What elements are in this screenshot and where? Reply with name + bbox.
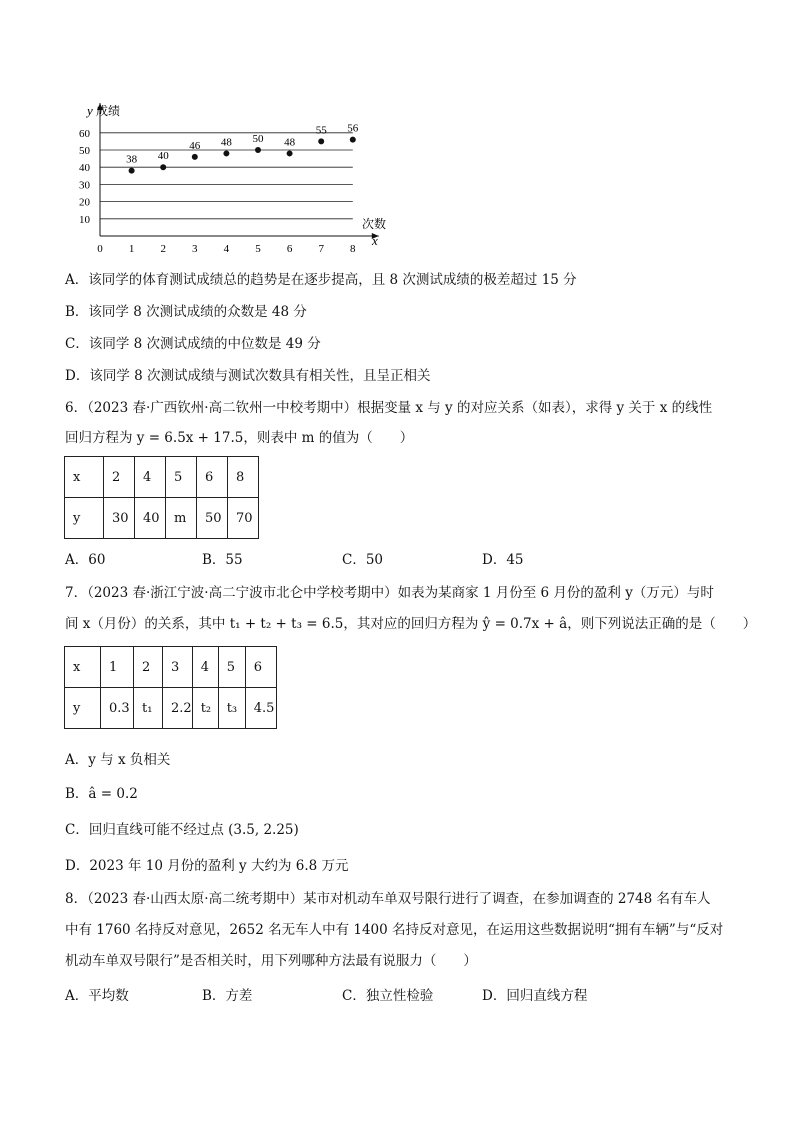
q6-options bbox=[65, 548, 524, 568]
table-row bbox=[65, 457, 259, 498]
q6-option-c: C．50 bbox=[342, 552, 384, 568]
table-cell: 2 bbox=[134, 647, 163, 688]
x-tick-label: 6 bbox=[286, 243, 293, 255]
q6-option-a: A．60 bbox=[65, 552, 106, 568]
q5-option-c: C．该同学 8 次测试成绩的中位数是 49 分 bbox=[65, 336, 321, 352]
data-point bbox=[223, 150, 229, 156]
y-axis-label: 成绩 bbox=[96, 104, 121, 118]
y-tick-label: 10 bbox=[79, 213, 90, 226]
y-axis-symbol: y bbox=[87, 103, 93, 118]
table-cell: 6 bbox=[245, 647, 276, 688]
q7-option-a: A．y 与 x 负相关 bbox=[65, 752, 171, 768]
q6-option-b: B．55 bbox=[202, 552, 243, 568]
y-tick-label: 30 bbox=[79, 179, 90, 192]
y-tick-label: 40 bbox=[79, 162, 90, 175]
x-tick-label: 7 bbox=[318, 243, 324, 255]
q8-option-a: A．平均数 bbox=[65, 988, 129, 1004]
table-cell: 4.5 bbox=[245, 688, 276, 729]
table-row bbox=[65, 688, 277, 729]
table-cell: t₂ bbox=[192, 688, 218, 729]
q5-option-a: A．该同学的体育测试成绩总的趋势是在逐步提高，且 8 次测试成绩的极差超过 15 分 bbox=[65, 272, 577, 288]
data-label: 48 bbox=[284, 136, 296, 149]
q5-option-d: D．该同学 8 次测试成绩与测试次数具有相关性，且呈正相关 bbox=[65, 368, 431, 384]
table-cell: 40 bbox=[135, 498, 166, 539]
table-cell: 2.2 bbox=[163, 688, 193, 729]
q6-table bbox=[64, 456, 259, 539]
table-row bbox=[65, 647, 277, 688]
data-point bbox=[287, 150, 293, 156]
q8-stem-line1: 8．（2023 春·山西太原·高二统考期中）某市对机动车单双号限行进行了调查，在参加调查的 2748 名有车人 bbox=[65, 891, 711, 907]
q8-option-d: D．回归直线方程 bbox=[482, 988, 588, 1004]
y-tick-label: 20 bbox=[79, 196, 90, 209]
table-cell: 6 bbox=[197, 457, 228, 498]
q8-stem-line3: 机动车单双号限行”是否相关时，用下列哪种方法最有说服力（ ） bbox=[65, 953, 477, 969]
data-label: 55 bbox=[315, 124, 327, 137]
q7-stem-line1: 7．（2023 春·浙江宁波·高二宁波市北仑中学校考期中）如表为某商家 1 月份至 6 月份的盈利 y（万元）与时 bbox=[65, 585, 714, 601]
table-cell: m bbox=[166, 498, 197, 539]
q8-option-c: C．独立性检验 bbox=[342, 988, 434, 1004]
q6-option-d: D．45 bbox=[482, 552, 524, 568]
data-label: 40 bbox=[157, 150, 169, 163]
x-tick-label: 5 bbox=[255, 243, 261, 255]
table-cell: 8 bbox=[228, 457, 259, 498]
q7-table bbox=[64, 646, 277, 729]
scatter-chart bbox=[60, 95, 400, 265]
table-cell: 0.3 bbox=[101, 688, 134, 729]
table-cell: x bbox=[65, 647, 101, 688]
data-point bbox=[192, 154, 198, 160]
x-tick-label: 0 bbox=[97, 243, 103, 255]
data-point bbox=[129, 168, 135, 174]
table-row bbox=[65, 498, 259, 539]
q6-stem-line1: 6．（2023 春·广西钦州·高二钦州一中校考期中）根据变量 x 与 y 的对应关系（如表），求得 y 关于 x 的线性 bbox=[65, 400, 713, 416]
data-label: 56 bbox=[347, 122, 359, 135]
data-label: 46 bbox=[189, 139, 201, 152]
table-cell: 50 bbox=[197, 498, 228, 539]
table-cell: t₁ bbox=[134, 688, 163, 729]
table-cell: 4 bbox=[135, 457, 166, 498]
table-cell: 70 bbox=[228, 498, 259, 539]
chart-points bbox=[126, 123, 359, 174]
data-point bbox=[255, 147, 261, 153]
x-tick-label: 3 bbox=[192, 243, 198, 255]
table-cell: 5 bbox=[166, 457, 197, 498]
data-label: 38 bbox=[126, 153, 138, 166]
data-point bbox=[318, 138, 324, 144]
q5-option-b: B．该同学 8 次测试成绩的众数是 48 分 bbox=[65, 304, 307, 320]
x-tick-label: 8 bbox=[350, 243, 356, 255]
table-cell: x bbox=[65, 457, 104, 498]
table-cell: y bbox=[65, 498, 104, 539]
q7-option-d: D．2023 年 10 月份的盈利 y 大约为 6.8 万元 bbox=[65, 858, 349, 874]
data-label: 48 bbox=[220, 136, 232, 149]
table-cell: t₃ bbox=[218, 688, 245, 729]
y-tick-label: 50 bbox=[79, 145, 90, 157]
data-label: 50 bbox=[252, 133, 264, 145]
x-tick-label: 2 bbox=[160, 243, 166, 255]
table-cell: 3 bbox=[163, 647, 193, 688]
q7-option-c: C．回归直线可能不经过点 (3.5, 2.25) bbox=[65, 822, 299, 838]
q7-stem-line2: 间 x（月份）的关系，其中 t₁ + t₂ + t₃ = 6.5，其对应的回归方程为 ŷ = 0.7x + â，则下列说法正确的是（ ） bbox=[65, 616, 757, 632]
y-tick-label: 60 bbox=[79, 127, 90, 140]
q8-stem-line2: 中有 1760 名持反对意见，2652 名无车人中有 1400 名持反对意见，在运用这些数据说明“拥有车辆”与“反对 bbox=[65, 922, 724, 938]
table-cell: 2 bbox=[104, 457, 135, 498]
x-tick-label: 4 bbox=[223, 243, 230, 255]
table-cell: 30 bbox=[104, 498, 135, 539]
data-point bbox=[160, 164, 166, 170]
table-cell: 1 bbox=[101, 647, 134, 688]
q8-options bbox=[65, 984, 587, 1004]
q6-stem-line2: 回归方程为 y = 6.5x + 17.5，则表中 m 的值为（ ） bbox=[65, 430, 414, 446]
table-cell: y bbox=[65, 688, 101, 729]
x-axis-symbol: x bbox=[372, 233, 378, 248]
table-cell: 4 bbox=[192, 647, 218, 688]
x-axis-label: 次数 bbox=[362, 217, 387, 231]
q8-option-b: B．方差 bbox=[202, 988, 253, 1004]
data-point bbox=[350, 137, 356, 143]
x-tick-label: 1 bbox=[128, 243, 135, 255]
table-cell: 5 bbox=[218, 647, 245, 688]
q7-option-b: B．â = 0.2 bbox=[65, 786, 138, 802]
